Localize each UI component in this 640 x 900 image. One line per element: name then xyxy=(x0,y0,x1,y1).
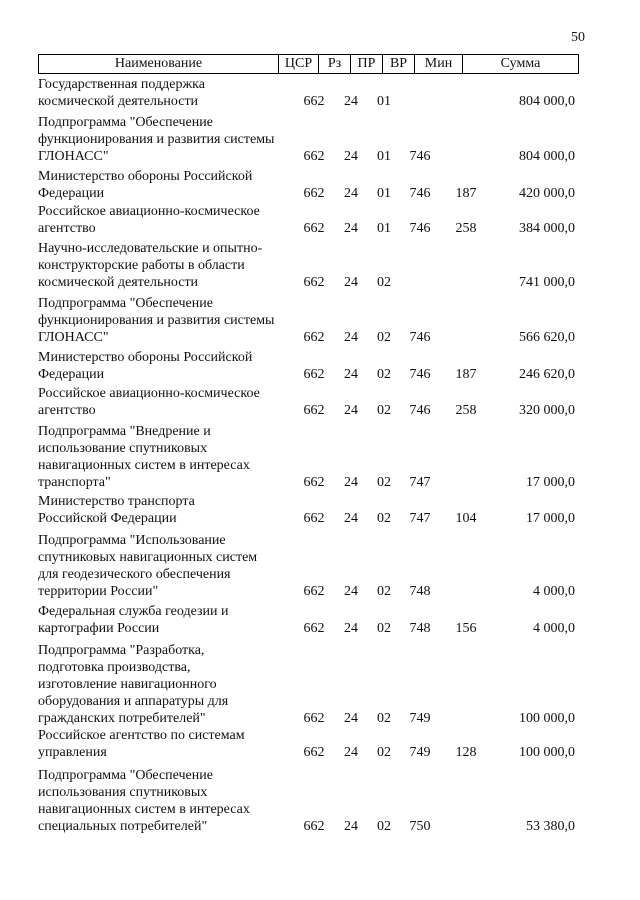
row-csr: 662 xyxy=(303,186,325,201)
row-pr: 01 xyxy=(377,221,391,236)
row-name: Научно-исследовательские и опытно- конструкторские работы в области космической деятельности xyxy=(38,241,263,290)
row-name: Подпрограмма "Обеспечение функционирования и развития системы ГЛОНАСС" xyxy=(38,296,275,345)
table-row xyxy=(38,493,579,527)
row-pr: 02 xyxy=(377,819,391,834)
row-rz: 24 xyxy=(344,403,358,418)
column-header-rz: Рз xyxy=(319,55,351,73)
table-row xyxy=(38,603,579,637)
row-pr: 02 xyxy=(377,711,391,726)
table-row xyxy=(38,727,579,761)
row-sum: 804 000,0 xyxy=(519,149,575,164)
row-name: Министерство обороны Российской Федерации xyxy=(38,350,253,382)
row-csr: 662 xyxy=(303,584,325,599)
row-pr: 02 xyxy=(377,745,391,760)
row-name: Российское агентство по системам управления xyxy=(38,728,245,760)
row-vr: 749 xyxy=(409,711,431,726)
row-pr: 02 xyxy=(377,584,391,599)
row-sum: 804 000,0 xyxy=(519,94,575,109)
row-csr: 662 xyxy=(303,403,325,418)
table-row xyxy=(38,295,579,346)
row-sum: 53 380,0 xyxy=(526,819,575,834)
row-min: 187 xyxy=(455,367,477,382)
table-row xyxy=(38,203,579,237)
row-pr: 02 xyxy=(377,511,391,526)
row-pr: 02 xyxy=(377,403,391,418)
row-csr: 662 xyxy=(303,475,325,490)
row-vr: 750 xyxy=(409,819,431,834)
row-csr: 662 xyxy=(303,745,325,760)
row-rz: 24 xyxy=(344,94,358,109)
row-name: Министерство обороны Российской Федерации xyxy=(38,169,253,201)
row-sum: 320 000,0 xyxy=(519,403,575,418)
row-vr: 746 xyxy=(409,367,431,382)
row-csr: 662 xyxy=(303,621,325,636)
row-sum: 100 000,0 xyxy=(519,711,575,726)
table-row xyxy=(38,114,579,165)
row-vr: 748 xyxy=(409,584,431,599)
row-sum: 246 620,0 xyxy=(519,367,575,382)
row-vr: 746 xyxy=(409,330,431,345)
row-min: 258 xyxy=(455,403,477,418)
row-vr: 749 xyxy=(409,745,431,760)
row-rz: 24 xyxy=(344,745,358,760)
row-csr: 662 xyxy=(303,330,325,345)
table-row xyxy=(38,240,579,291)
table-row xyxy=(38,349,579,383)
row-vr: 746 xyxy=(409,221,431,236)
row-rz: 24 xyxy=(344,367,358,382)
row-rz: 24 xyxy=(344,584,358,599)
row-sum: 741 000,0 xyxy=(519,275,575,290)
page-number: 50 xyxy=(571,30,585,45)
row-rz: 24 xyxy=(344,711,358,726)
row-pr: 01 xyxy=(377,149,391,164)
table-row xyxy=(38,532,579,600)
table-row xyxy=(38,385,579,419)
row-min: 104 xyxy=(455,511,477,526)
row-rz: 24 xyxy=(344,475,358,490)
row-rz: 24 xyxy=(344,621,358,636)
row-name: Подпрограмма "Внедрение и использование спутниковых навигационных систем в интересах транспорта" xyxy=(38,424,250,490)
row-sum: 17 000,0 xyxy=(526,511,575,526)
row-name: Подпрограмма "Разработка, подготовка производства, изготовление навигационного оборудования и аппаратуры для гражданских потребителей" xyxy=(38,643,229,726)
column-header-sum: Сумма xyxy=(500,56,541,71)
row-pr: 02 xyxy=(377,621,391,636)
column-header-name: Наименование xyxy=(39,55,279,73)
table-row xyxy=(38,642,579,727)
row-sum: 17 000,0 xyxy=(526,475,575,490)
row-name: Подпрограмма "Обеспечение использования спутниковых навигационных систем в интересах специальных потребителей" xyxy=(38,768,250,834)
row-sum: 420 000,0 xyxy=(519,186,575,201)
row-csr: 662 xyxy=(303,275,325,290)
row-vr: 747 xyxy=(409,475,431,490)
row-vr: 746 xyxy=(409,186,431,201)
row-name: Российское авиационно-космическое агентство xyxy=(38,204,260,236)
row-min: 258 xyxy=(455,221,477,236)
row-vr: 747 xyxy=(409,511,431,526)
table-row xyxy=(38,168,579,202)
row-sum: 566 620,0 xyxy=(519,330,575,345)
row-pr: 01 xyxy=(377,94,391,109)
row-rz: 24 xyxy=(344,511,358,526)
row-csr: 662 xyxy=(303,511,325,526)
row-pr: 02 xyxy=(377,330,391,345)
row-min: 128 xyxy=(455,745,477,760)
row-csr: 662 xyxy=(303,221,325,236)
row-rz: 24 xyxy=(344,221,358,236)
row-rz: 24 xyxy=(344,149,358,164)
column-header-pr: ПР xyxy=(351,55,383,73)
row-pr: 02 xyxy=(377,367,391,382)
row-csr: 662 xyxy=(303,94,325,109)
row-min: 187 xyxy=(455,186,477,201)
column-header-csr: ЦСР xyxy=(279,55,319,73)
row-name: Российское авиационно-космическое агентство xyxy=(38,386,260,418)
column-header-min: Мин xyxy=(415,55,463,73)
row-name: Федеральная служба геодезии и картографии России xyxy=(38,604,229,636)
row-vr: 746 xyxy=(409,149,431,164)
row-rz: 24 xyxy=(344,330,358,345)
row-csr: 662 xyxy=(303,149,325,164)
row-vr: 748 xyxy=(409,621,431,636)
row-sum: 100 000,0 xyxy=(519,745,575,760)
table-header xyxy=(38,54,579,74)
row-name: Министерство транспорта Российской Федерации xyxy=(38,494,195,526)
row-sum: 384 000,0 xyxy=(519,221,575,236)
row-rz: 24 xyxy=(344,275,358,290)
row-pr: 02 xyxy=(377,275,391,290)
row-csr: 662 xyxy=(303,367,325,382)
row-rz: 24 xyxy=(344,819,358,834)
row-name: Подпрограмма "Обеспечение функционирования и развития системы ГЛОНАСС" xyxy=(38,115,275,164)
row-name: Государственная поддержка космической деятельности xyxy=(38,77,205,109)
table-row xyxy=(38,767,579,835)
row-pr: 02 xyxy=(377,475,391,490)
row-sum: 4 000,0 xyxy=(533,621,575,636)
column-header-vr: ВР xyxy=(383,55,415,73)
row-csr: 662 xyxy=(303,819,325,834)
row-name: Подпрограмма "Использование спутниковых навигационных систем для геодезического обеспечения территории России" xyxy=(38,533,258,599)
table-row xyxy=(38,423,579,491)
row-min: 156 xyxy=(455,621,477,636)
row-pr: 01 xyxy=(377,186,391,201)
table-row xyxy=(38,76,579,110)
row-sum: 4 000,0 xyxy=(533,584,575,599)
row-csr: 662 xyxy=(303,711,325,726)
row-vr: 746 xyxy=(409,403,431,418)
row-rz: 24 xyxy=(344,186,358,201)
